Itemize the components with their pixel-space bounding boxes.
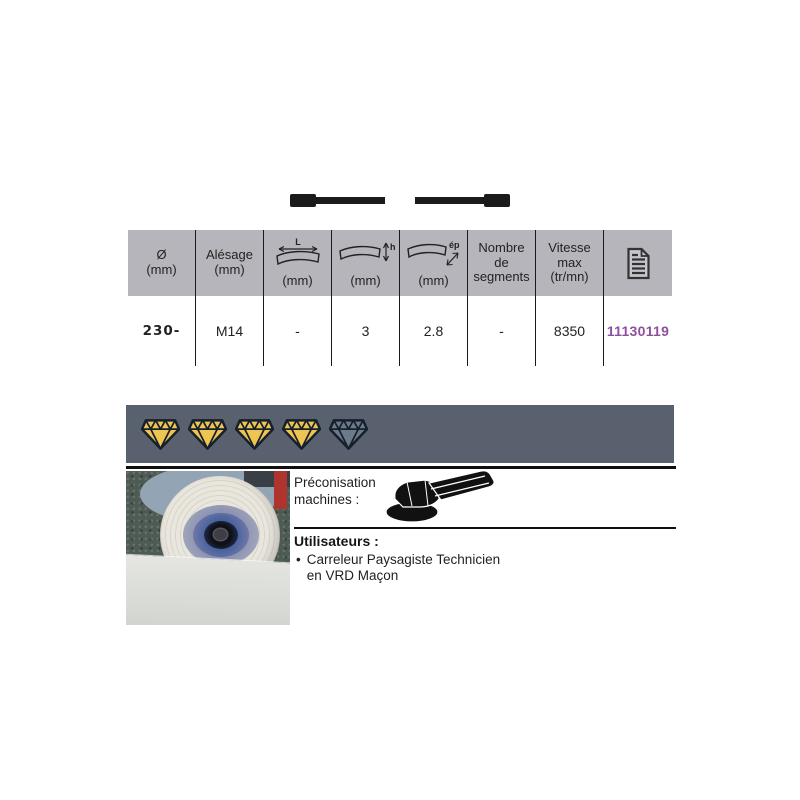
svg-text:h: h bbox=[389, 242, 395, 253]
value-segment-thickness: 2.8 bbox=[423, 323, 444, 339]
header-bore-unit: (mm) bbox=[214, 262, 245, 277]
header-segment-height-unit: (mm) bbox=[350, 273, 381, 289]
cell-bore bbox=[196, 296, 264, 366]
disc-side-view-graphic bbox=[290, 194, 510, 207]
header-segment-length-unit: (mm) bbox=[282, 273, 313, 289]
value-bore: M14 bbox=[215, 323, 244, 339]
spec-table bbox=[128, 230, 672, 366]
photo-hub-center bbox=[214, 529, 227, 540]
product-photo bbox=[126, 471, 290, 625]
diamond-icon-filled bbox=[235, 417, 274, 451]
value-segment-height: 3 bbox=[361, 323, 370, 339]
header-segments-line1: Nombre bbox=[478, 240, 525, 256]
disc-right-cap bbox=[484, 194, 510, 207]
angle-grinder-icon bbox=[384, 468, 500, 524]
cell-segment-length bbox=[264, 296, 332, 366]
header-segment-thickness-unit: (mm) bbox=[418, 273, 449, 289]
product-reference-link[interactable]: 11130119 bbox=[606, 323, 670, 339]
header-max-speed bbox=[536, 230, 604, 296]
header-segment-height bbox=[332, 230, 400, 296]
cell-diameter bbox=[128, 296, 196, 366]
header-diameter-symbol: Ø bbox=[156, 247, 167, 263]
value-max-speed: 8350 bbox=[553, 323, 586, 339]
diamond-icon-filled bbox=[188, 417, 227, 451]
info-separator bbox=[294, 527, 676, 529]
cell-segment-height bbox=[332, 296, 400, 366]
machines-label-line2: machines : bbox=[294, 492, 360, 508]
cell-max-speed bbox=[536, 296, 604, 366]
header-segments-count bbox=[468, 230, 536, 296]
quality-rating-banner bbox=[126, 405, 674, 463]
header-bore bbox=[196, 230, 264, 296]
disc-left-cap bbox=[290, 194, 316, 207]
segment-length-icon bbox=[272, 237, 324, 273]
header-diameter bbox=[128, 230, 196, 296]
users-list-item bbox=[296, 552, 507, 585]
photo-stone-slab bbox=[126, 554, 290, 625]
cell-segments-count bbox=[468, 296, 536, 366]
value-segments-count: - bbox=[499, 323, 504, 339]
photo-machine-red-part bbox=[274, 471, 287, 509]
header-segments-line3: segments bbox=[473, 269, 530, 285]
cell-segment-thickness bbox=[400, 296, 468, 366]
segment-height-icon bbox=[337, 237, 395, 273]
segment-thickness-icon bbox=[405, 237, 463, 273]
header-datasheet bbox=[604, 230, 672, 296]
info-panel bbox=[294, 471, 676, 611]
header-speed-line2: max bbox=[557, 254, 582, 270]
diamond-icon-filled bbox=[282, 417, 321, 451]
users-item-text: Carreleur Paysagiste Technicien en VRD Maçon bbox=[306, 552, 501, 584]
header-speed-line1: Vitesse bbox=[548, 240, 591, 256]
disc-center-gap bbox=[385, 197, 415, 204]
svg-text:L: L bbox=[294, 237, 301, 248]
header-segment-thickness bbox=[400, 230, 468, 296]
svg-text:ép: ép bbox=[448, 240, 460, 251]
header-speed-line3: (tr/mn) bbox=[550, 269, 589, 285]
value-segment-length: - bbox=[295, 323, 300, 339]
diamond-icon-empty bbox=[329, 417, 368, 451]
header-segments-line2: de bbox=[494, 254, 509, 270]
users-title: Utilisateurs : bbox=[294, 533, 379, 549]
bullet-glyph: • bbox=[296, 552, 301, 567]
cell-reference[interactable] bbox=[604, 296, 672, 366]
machines-label-line1: Préconisation bbox=[294, 475, 376, 490]
diamond-icon-filled bbox=[141, 417, 180, 451]
header-segment-length bbox=[264, 230, 332, 296]
value-diameter: 230- bbox=[142, 323, 181, 339]
header-bore-label: Alésage bbox=[206, 247, 253, 263]
document-icon bbox=[625, 247, 652, 280]
header-diameter-unit: (mm) bbox=[146, 262, 177, 277]
